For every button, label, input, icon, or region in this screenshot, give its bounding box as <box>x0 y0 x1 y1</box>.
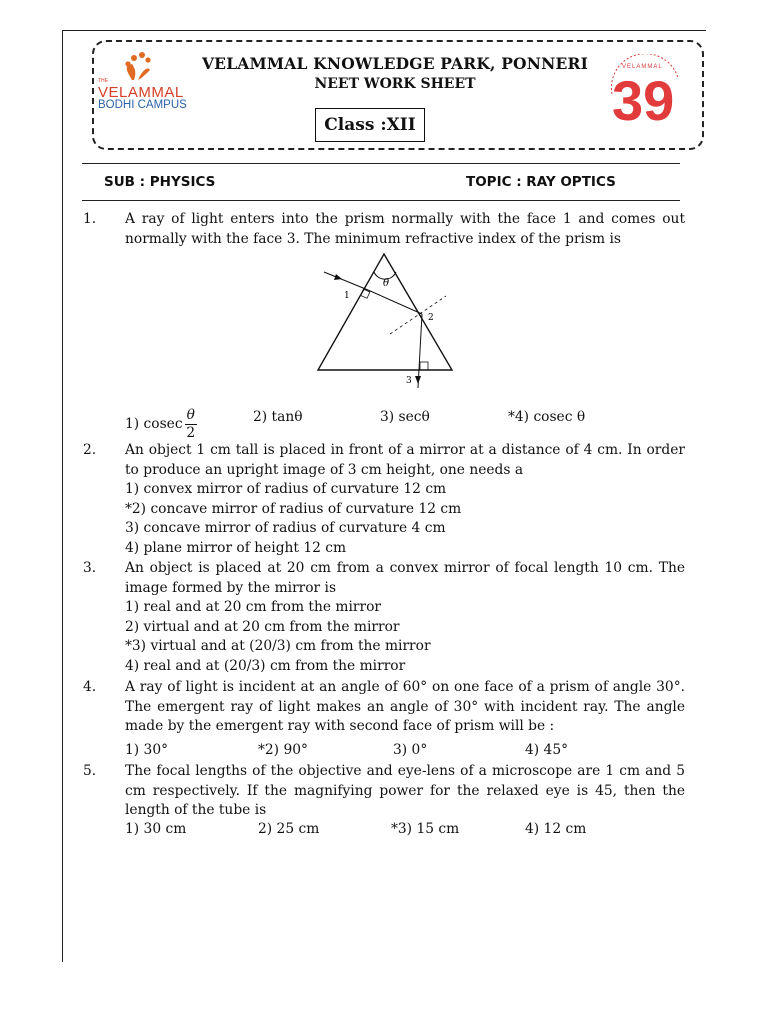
option-3: *3) virtual and at (20/3) cm from the mirror <box>125 638 431 655</box>
question-number: 2. <box>83 442 97 458</box>
option-4: *4) cosec θ <box>508 409 586 425</box>
question-1 <box>83 210 685 249</box>
question-number: 1. <box>83 211 97 227</box>
option-2: 2) tanθ <box>253 409 303 425</box>
logo-campus-text: BODHI CAMPUS <box>98 99 187 111</box>
option-4: 4) real and at (20/3) cm from the mirror <box>125 657 406 674</box>
topic-label: TOPIC : RAY OPTICS <box>466 174 616 190</box>
question-4 <box>83 678 685 737</box>
face3-label: 3 <box>406 376 412 386</box>
reflected-ray-arrow <box>415 376 421 384</box>
option-1: 1) convex mirror of radius of curvature 12 cm <box>125 481 447 498</box>
page-border-top <box>62 30 706 31</box>
question-number: 5. <box>83 763 97 779</box>
prism-triangle <box>318 254 452 370</box>
divider-bottom <box>82 200 680 201</box>
logo-the-text: THE <box>98 78 108 84</box>
apex-label: θ <box>382 278 390 289</box>
page-border-left <box>62 30 63 962</box>
logo-velammal-text: VELAMMAL <box>98 84 184 101</box>
logo-39-number: 39 <box>612 69 675 128</box>
refracted-ray <box>368 290 422 314</box>
school-title: VELAMMAL KNOWLEDGE PARK, PONNERI <box>201 54 589 73</box>
option-1: 1) cosec $\frac{\theta}{2}$ <box>125 407 196 441</box>
logo-arc-text: VELAMMAL <box>622 64 663 70</box>
question-3 <box>83 559 685 677</box>
option-3: 3) concave mirror of radius of curvature 4 cm <box>125 520 446 537</box>
question-text: An object is placed at 20 cm from a convex mirror of focal length 10 cm. The image formed by the mirror is <box>125 560 685 596</box>
option-2: *2) concave mirror of radius of curvature 12 cm <box>125 500 462 517</box>
normal-mark-face3 <box>420 362 428 370</box>
incident-ray-arrow <box>334 274 342 280</box>
question-2 <box>83 441 685 559</box>
question-5 <box>83 762 685 821</box>
question-number: 3. <box>83 560 97 576</box>
incident-ray <box>324 272 368 290</box>
prism-diagram <box>310 248 460 388</box>
normal-dashed-line <box>390 296 446 334</box>
question-text: The focal lengths of the objective and eye-lens of a microscope are 1 cm and 5 cm respectively. If the magnifying power for the relaxed eye is 45, then the length of the tube is <box>125 763 685 819</box>
question-text: A ray of light is incident at an angle of 60° on one face of a prism of angle 30°. The emergent ray of light makes an angle of 30° with incident ray. The angle made by the emergent ray with second face of prism will be : <box>125 679 685 735</box>
option-3: 3) 0° <box>393 742 428 758</box>
option-4: 4) plane mirror of height 12 cm <box>125 539 347 556</box>
question-text: A ray of light enters into the prism normally with the face 1 and comes out normally with the face 3. The minimum refractive index of the prism is <box>125 211 685 247</box>
class-label: Class :XII <box>315 108 425 142</box>
subject-label: SUB : PHYSICS <box>104 174 216 190</box>
face1-label: 1 <box>344 291 350 301</box>
option-4: 4) 45° <box>525 742 569 758</box>
theta-over-2-fraction: $\frac{\theta}{2}$ <box>186 407 196 441</box>
option-2: *2) 90° <box>258 742 308 758</box>
question-text: An object 1 cm tall is placed in front of a mirror at a distance of 4 cm. In order to produce an upright image of 3 cm height, one needs a <box>125 442 685 478</box>
option-3: 3) secθ <box>380 409 430 425</box>
face2-label: 2 <box>428 313 434 323</box>
sheet-title: NEET WORK SHEET <box>314 76 476 92</box>
option-3: *3) 15 cm <box>391 821 460 837</box>
option-1: 1) 30 cm <box>125 821 187 837</box>
option-1: 1) 30° <box>125 742 169 758</box>
option-4: 4) 12 cm <box>525 821 587 837</box>
question-number: 4. <box>83 679 97 695</box>
anniversary-39-logo <box>602 54 694 128</box>
divider-top <box>82 163 680 164</box>
option-1: 1) real and at 20 cm from the mirror <box>125 599 381 616</box>
option-2: 2) 25 cm <box>258 821 320 837</box>
option-2: 2) virtual and at 20 cm from the mirror <box>125 618 400 635</box>
